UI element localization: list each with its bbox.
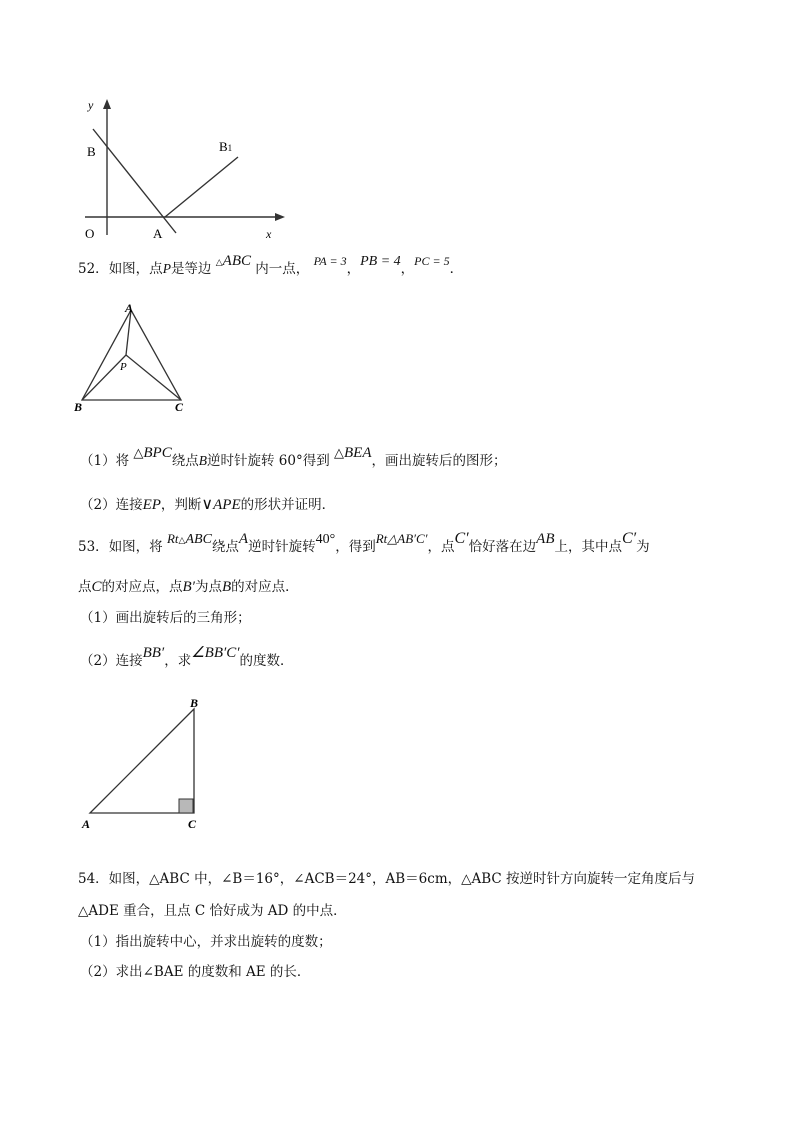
q52-subquestion-2: （2）连接EP，判断∨APE的形状并证明． — [80, 496, 336, 513]
q52-statement: 52．如图，点P是等边 △ABC 内一点， PA = 3，PB = 4，PC = 5． — [78, 253, 464, 277]
q53-subquestion-2: （2）连接BB′，求∠BB′C′的度数． — [80, 645, 294, 669]
right-angle-marker — [179, 799, 193, 813]
point-b1-label: B1 — [219, 139, 233, 154]
x-axis-label: x — [266, 227, 272, 241]
triangle-abc-p-figure — [74, 300, 194, 415]
q54-statement-line-2: △ADE 重合，且点 C 恰好成为 AD 的中点． — [78, 903, 347, 919]
segment-pc — [126, 355, 181, 400]
vertex-b-label: B — [74, 400, 83, 414]
vertex-a-label: A — [125, 301, 134, 315]
line-ab1 — [165, 157, 238, 217]
vertex-c-label: C — [175, 400, 184, 414]
q53-subquestion-1: （1）画出旋转后的三角形； — [80, 610, 251, 626]
right-triangle-figure — [78, 695, 208, 835]
q54-statement-line-1: 54．如图，△ABC 中，∠B＝16°，∠ACB＝24°，AB＝6cm，△ABC 按逆时针方向旋转一定角度后与 — [78, 871, 696, 887]
q54-subquestion-2: （2）求出∠BAE 的度数和 AE 的长． — [80, 964, 311, 980]
q53-statement-line-1: 53．如图，将 Rt△ABC绕点A逆时针旋转40°，得到Rt△AB′C′，点C′恰好落在边AB上，其中点C′为 — [78, 530, 650, 555]
y-axis-label: y — [88, 98, 94, 112]
q52-subquestion-1: （1）将 △BPC绕点B逆时针旋转 60°得到 △BEA，画出旋转后的图形； — [80, 445, 507, 469]
origin-label: O — [85, 226, 95, 241]
vertex-c-label: C — [188, 817, 197, 831]
vertex-b-label: B — [190, 696, 199, 710]
triangle-abc — [82, 310, 181, 400]
vertex-a-label: A — [82, 817, 91, 831]
point-b-label: B — [87, 144, 96, 159]
y-axis-arrow — [103, 99, 111, 109]
q53-statement-line-2: 点C的对应点，点B′为点B的对应点． — [78, 579, 299, 595]
triangle-abc — [90, 709, 194, 813]
q54-subquestion-1: （1）指出旋转中心，并求出旋转的度数； — [80, 934, 332, 950]
coordinate-figure — [80, 95, 290, 245]
point-a-label: A — [153, 226, 163, 241]
x-axis-arrow — [275, 213, 285, 221]
point-p-label: P — [120, 361, 127, 373]
